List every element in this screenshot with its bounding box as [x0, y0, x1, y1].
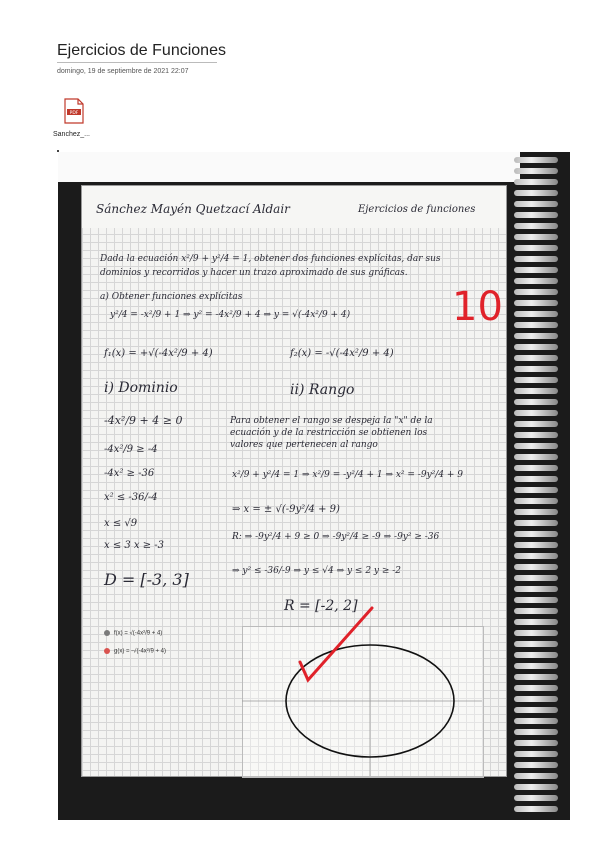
spiral-coil	[514, 465, 558, 471]
spiral-coil	[514, 476, 558, 482]
svg-text:PDF: PDF	[69, 111, 79, 116]
function-2: f₂(x) = -√(-4x²/9 + 4)	[290, 348, 394, 359]
spiral-coil	[514, 553, 558, 559]
spiral-coil	[514, 509, 558, 515]
legend-label-f: f(x) = √(-4x²/9 + 4)	[114, 630, 163, 637]
spiral-coil	[514, 289, 558, 295]
spiral-coil	[514, 421, 558, 427]
domain-step-4: x² ≤ -36/-4	[104, 492, 158, 503]
domain-step-1: -4x²/9 + 4 ≥ 0	[104, 414, 183, 427]
spiral-coil	[514, 696, 558, 702]
spiral-coil	[514, 674, 558, 680]
spiral-coil	[514, 586, 558, 592]
spiral-coil	[514, 498, 558, 504]
spiral-coil	[514, 487, 558, 493]
range-equation-2: ⇒ x = ± √(-9y²/4 + 9)	[232, 504, 340, 515]
function-1: f₁(x) = +√(-4x²/9 + 4)	[104, 348, 213, 359]
spiral-coil	[514, 630, 558, 636]
spiral-coil	[514, 344, 558, 350]
spiral-coil	[514, 784, 558, 790]
legend-dot-f	[104, 630, 110, 636]
spiral-coil	[514, 322, 558, 328]
range-equation-3: R: ⇒ -9y²/4 + 9 ≥ 0 ⇒ -9y²/4 ≥ -9 ⇒ -9y² ≥ -36	[232, 532, 440, 542]
spiral-coil	[514, 399, 558, 405]
spiral-coil	[514, 377, 558, 383]
domain-heading: i) Dominio	[104, 380, 178, 396]
spiral-coil	[514, 179, 558, 185]
spiral-coil	[514, 718, 558, 724]
notebook-spiral	[506, 152, 570, 820]
note-title: Ejercicios de Funciones	[57, 42, 226, 59]
range-text-3: valores que pertenecen al rango	[230, 440, 378, 450]
spiral-coil	[514, 751, 558, 757]
spiral-coil	[514, 762, 558, 768]
spiral-coil	[514, 663, 558, 669]
spiral-coil	[514, 641, 558, 647]
step-a-heading: a) Obtener funciones explícitas	[100, 292, 243, 302]
range-text-2: ecuación y de la restricción se obtienen los	[230, 428, 428, 438]
spiral-coil	[514, 278, 558, 284]
scan-top-area	[58, 152, 520, 182]
spiral-coil	[514, 190, 558, 196]
spiral-coil	[514, 542, 558, 548]
spiral-coil	[514, 520, 558, 526]
legend-label-g: g(x) = -√(-4x²/9 + 4)	[114, 648, 166, 655]
range-result: R = [-2, 2]	[284, 598, 358, 614]
range-text-1: Para obtener el rango se despeja la "x" de la	[230, 416, 433, 426]
range-equation-1: x²/9 + y²/4 = 1 ⇒ x²/9 = -y²/4 + 1 ⇒ x² = -9y²/4 + 9	[232, 470, 464, 480]
step-a-equation: y²/4 = -x²/9 + 1 ⇒ y² = -4x²/9 + 4 ⇒ y = √(-4x²/9 + 4)	[110, 310, 351, 320]
prompt-line-2: dominios y recorridos y hacer un trazo aproximado de sus gráficas.	[100, 268, 408, 278]
spiral-coil	[514, 531, 558, 537]
range-heading: ii) Rango	[290, 382, 355, 398]
spiral-coil	[514, 564, 558, 570]
spiral-coil	[514, 223, 558, 229]
spiral-coil	[514, 267, 558, 273]
spiral-coil	[514, 300, 558, 306]
spiral-coil	[514, 333, 558, 339]
spiral-coil	[514, 245, 558, 251]
assignment-subject: Ejercicios de funciones	[358, 204, 476, 215]
spiral-coil	[514, 652, 558, 658]
spiral-coil	[514, 619, 558, 625]
spiral-coil	[514, 432, 558, 438]
legend-item-g	[104, 648, 166, 655]
spiral-coil	[514, 740, 558, 746]
spiral-coil	[514, 366, 558, 372]
spiral-coil	[514, 311, 558, 317]
note-date: domingo, 19 de septiembre de 2021 22:07	[57, 68, 189, 75]
spiral-coil	[514, 355, 558, 361]
spiral-coil	[514, 608, 558, 614]
domain-step-5: x ≤ √9	[104, 518, 138, 529]
title-underline	[57, 62, 217, 63]
spiral-coil	[514, 212, 558, 218]
spiral-coil	[514, 575, 558, 581]
domain-step-2: -4x²/9 ≥ -4	[104, 444, 158, 455]
spiral-coil	[514, 256, 558, 262]
spiral-coil	[514, 806, 558, 812]
legend-item-f	[104, 630, 162, 637]
spiral-coil	[514, 443, 558, 449]
domain-result: D = [-3, 3]	[104, 570, 189, 589]
spiral-coil	[514, 454, 558, 460]
prompt-line-1: Dada la ecuación x²/9 + y²/4 = 1, obtener dos funciones explícitas, dar sus	[100, 254, 441, 264]
check-mark-stroke	[300, 608, 372, 680]
spiral-coil	[514, 410, 558, 416]
spiral-coil	[514, 157, 558, 163]
attachment-label[interactable]: Sanchez_...	[53, 131, 90, 138]
student-name: Sánchez Mayén Quetzací Aldair	[96, 202, 290, 216]
domain-step-3: -4x² ≥ -36	[104, 468, 155, 479]
spiral-coil	[514, 234, 558, 240]
spiral-coil	[514, 795, 558, 801]
range-equation-4: ⇒ y² ≤ -36/-9 ⇒ y ≤ √4 ⇒ y ≤ 2 y ≥ -2	[232, 566, 402, 576]
grade-mark: 10	[452, 284, 503, 330]
pdf-file-icon[interactable]	[63, 98, 85, 124]
legend-dot-g	[104, 648, 110, 654]
spiral-coil	[514, 773, 558, 779]
domain-step-6: x ≤ 3 x ≥ -3	[104, 540, 165, 551]
check-mark	[290, 600, 380, 690]
spiral-coil	[514, 729, 558, 735]
spiral-coil	[514, 597, 558, 603]
spiral-coil	[514, 201, 558, 207]
spiral-coil	[514, 168, 558, 174]
spiral-coil	[514, 685, 558, 691]
spiral-coil	[514, 707, 558, 713]
spiral-coil	[514, 388, 558, 394]
